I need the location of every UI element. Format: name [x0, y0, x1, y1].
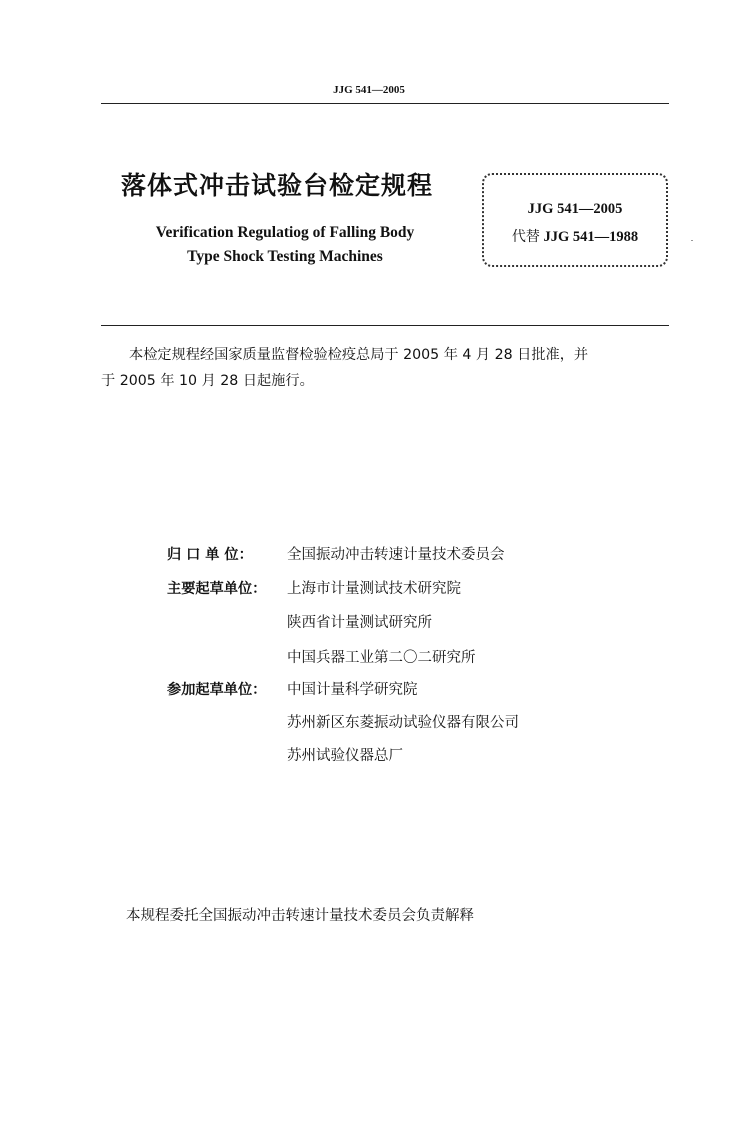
- header-standard-code: JJG 541—2005: [333, 84, 405, 96]
- document-title-cn: 落体式冲击试验台检定规程: [121, 171, 434, 200]
- approval-line-2: 于 2005 年 10 月 28 日起施行。: [101, 373, 314, 389]
- main-drafting-unit: 上海市计量测试技术研究院: [287, 581, 461, 597]
- participating-drafting-row: [167, 678, 418, 706]
- responsible-unit: 全国振动冲击转速计量技术委员会: [287, 547, 505, 563]
- header-divider: [101, 103, 669, 104]
- replaced-standard: [482, 226, 668, 246]
- responsible-unit-row: [167, 543, 505, 571]
- title-divider: [101, 325, 669, 326]
- standard-code: JJG 541—2005: [527, 201, 623, 217]
- document-title-en-line1: Verification Regulatiog of Falling Body: [155, 224, 415, 241]
- standard-code-box: [482, 173, 668, 267]
- scan-speck: [691, 240, 693, 241]
- approval-statement: [101, 342, 671, 394]
- main-drafting-label: 主要起草单位：: [167, 581, 267, 597]
- interpretation-note: 本规程委托全国振动冲击转速计量技术委员会负责解释: [126, 908, 474, 924]
- approval-line-1: 本检定规程经国家质量监督检验检疫总局于 2005 年 4 月 28 日批准，并: [129, 347, 589, 363]
- replaced-standard-code: JJG 541—1988: [543, 229, 639, 245]
- participating-drafting-unit: 中国计量科学研究院: [287, 682, 418, 698]
- responsible-unit-label: 归 口 单 位：: [167, 547, 253, 563]
- participating-drafting-label: 参加起草单位：: [167, 682, 267, 698]
- replace-label: 代替: [511, 229, 540, 245]
- document-title-en-line2: Type Shock Testing Machines: [187, 248, 383, 265]
- participating-drafting-unit: 苏州新区东菱振动试验仪器有限公司: [287, 715, 519, 731]
- main-drafting-row: [167, 577, 461, 605]
- main-drafting-unit: 中国兵器工业第二〇二研究所: [287, 650, 476, 666]
- participating-drafting-unit: 苏州试验仪器总厂: [287, 748, 403, 764]
- main-drafting-unit: 陕西省计量测试研究所: [287, 615, 432, 631]
